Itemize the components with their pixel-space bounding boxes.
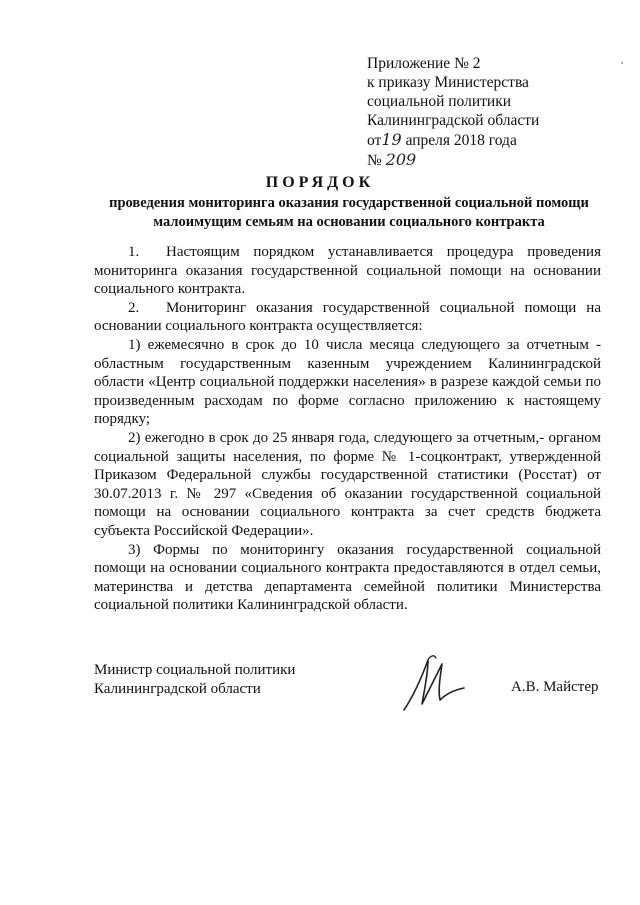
appendix-number (367, 150, 539, 170)
paragraph-2-text: Мониторинг оказания государственной социальной помощи на основании социального контракта осуществляется: (94, 299, 601, 335)
date-rest: апреля 2018 года (405, 132, 517, 149)
appendix-header (367, 54, 539, 170)
document-subtitle (94, 194, 604, 231)
appendix-date (367, 130, 539, 150)
date-prefix: от (367, 132, 382, 149)
appendix-line-3: социальной политики (367, 93, 512, 110)
paragraph-2 (94, 299, 601, 336)
list-item-3: 3) Формы по мониторингу оказания государственной социальной помощи на основании социального контракта предоставляются в отдел семьи, материнства и детства департамента семейной политики Министерства социальной политики Калининградской области. (94, 541, 601, 614)
appendix-line-1: Приложение № 2 (367, 55, 481, 72)
number-handwritten: 209 (385, 150, 417, 169)
scan-dot (621, 62, 623, 64)
date-day-handwritten: 19 (381, 130, 402, 149)
document-body (94, 243, 601, 615)
appendix-line-4: Калининградской области (367, 112, 540, 129)
document-title: ПОРЯДОК (265, 174, 375, 191)
signatory-position (94, 661, 295, 699)
handwritten-signature-icon (398, 652, 468, 714)
subtitle-line-1: проведения мониторинга оказания государственной социальной помощи (109, 195, 589, 211)
paragraph-1-text: Настоящим порядком устанавливается процедура проведения мониторинга оказания государственной социальной помощи на основании социального контракта. (94, 244, 601, 298)
paragraph-1 (94, 243, 601, 299)
signatory-position-line-1: Министр социальной политики (94, 662, 296, 678)
signatory-position-line-2: Калининградской области (94, 681, 261, 697)
list-item-2: 2) ежегодно в срок до 25 января года, следующего за отчетным,- органом социальной защиты населения, по форме № 1-соцконтракт, утвержденной Приказом Федеральной службы государственной статистики (Росстат) от 30.07.2013 г. № 297 «Сведения об оказании государственной социальной помощи на основании социального контракта за счет средств бюджета субъекта Российской Федерации». (94, 429, 601, 539)
subtitle-line-2: малоимущим семьям на основании социального контракта (153, 213, 545, 230)
signatory-name: А.В. Майстер (511, 679, 599, 695)
paragraph-1-number: 1. (128, 244, 140, 260)
number-prefix: № (367, 152, 382, 169)
appendix-line-2: к приказу Министерства (367, 74, 529, 91)
paragraph-2-number: 2. (128, 299, 140, 316)
list-item-1: 1) ежемесячно в срок до 10 числа месяца следующего за отчетным - областным государственным казенным учреждением Калининградской области «Центр социальной поддержки населения» в разрезе каждой семьи по произведенным расходам по форме согласно приложению к настоящему порядку; (94, 336, 601, 428)
